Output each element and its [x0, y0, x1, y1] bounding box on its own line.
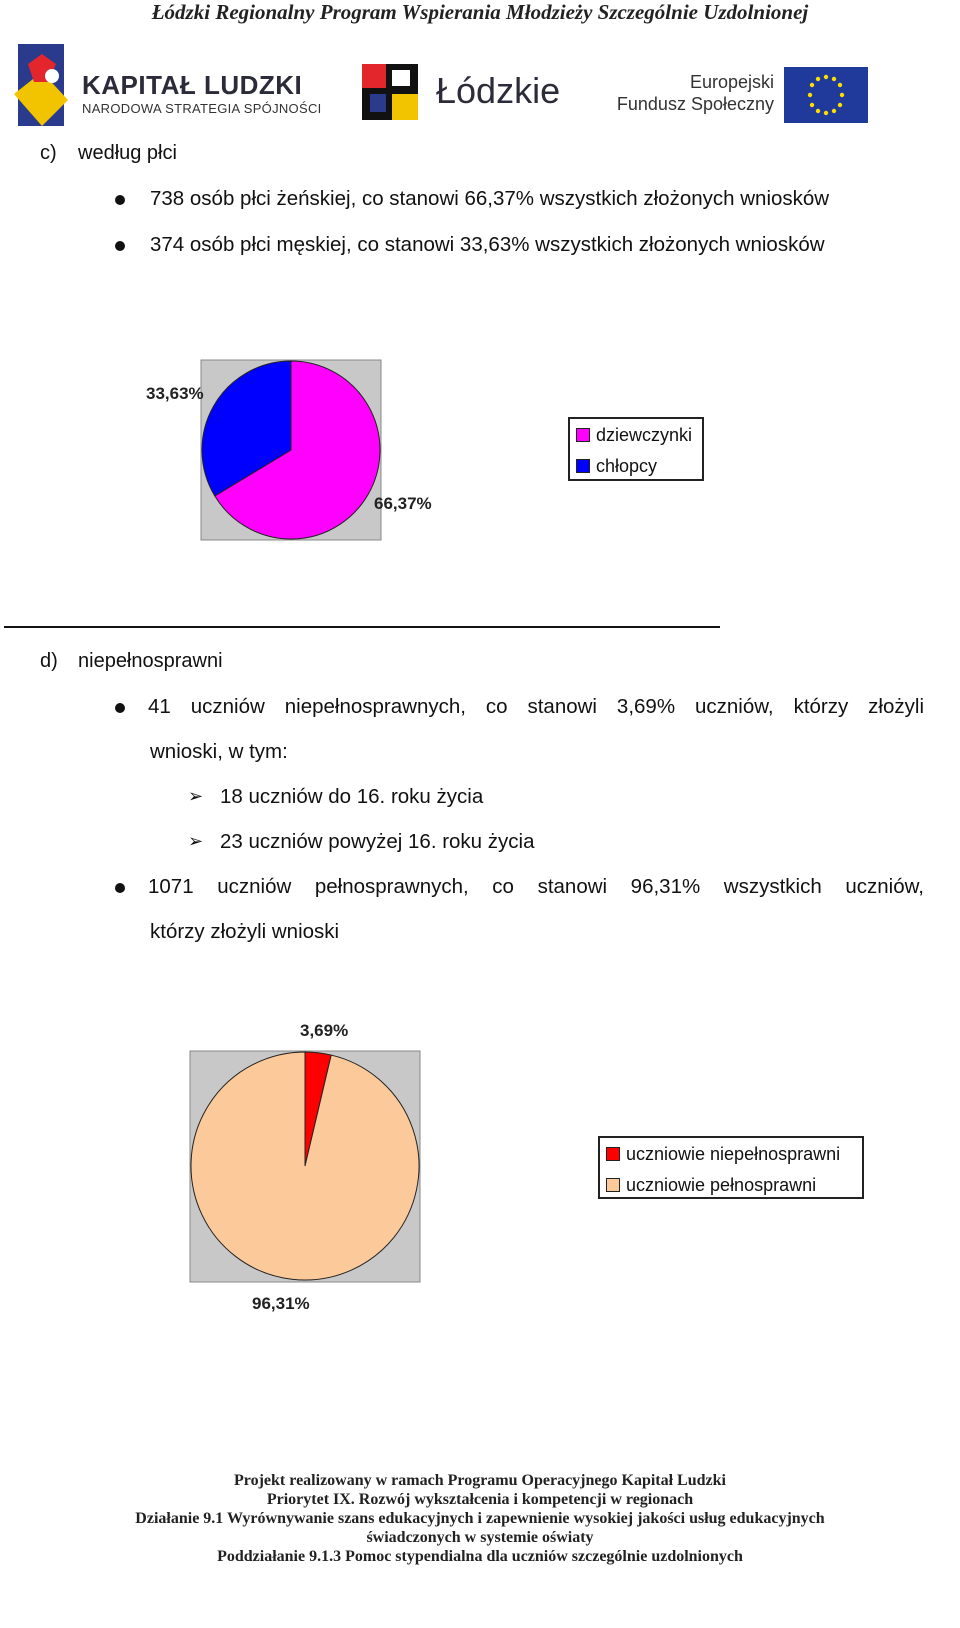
legend-label: dziewczynki	[596, 424, 693, 445]
disability-pie-chart	[180, 1040, 430, 1290]
legend-swatch	[576, 459, 590, 473]
section-d-sub-item-1: 18 uczniów do 16. roku życia	[220, 785, 484, 808]
arrow-bullet-icon: ➢	[188, 831, 204, 851]
kapital-ludzki-title: KAPITAŁ LUDZKI	[82, 70, 303, 100]
chart1-legend-item-boys	[576, 455, 657, 477]
section-d-heading	[40, 650, 223, 673]
gender-pie-chart	[190, 350, 460, 550]
footer-line-4: świadczonych w systemie oświaty	[366, 1529, 594, 1546]
section-d-bullet-2-line-2: którzy złożyli wnioski	[150, 920, 340, 943]
efs-text-line2: Fundusz Społeczny	[616, 94, 774, 114]
kapital-ludzki-logo-icon	[12, 42, 70, 130]
logo-bar	[0, 40, 960, 140]
pie-slice-uczniowie-pełnosprawni	[191, 1052, 419, 1280]
section-c-bullet-2: 374 osób płci męskiej, co stanowi 33,63% wszystkich złożonych wniosków	[150, 233, 825, 256]
eu-flag-icon	[784, 67, 868, 123]
chart1-legend-item-girls	[576, 424, 692, 446]
legend-swatch	[606, 1178, 620, 1192]
bullet-dot	[115, 883, 125, 893]
chart2-legend	[598, 1136, 864, 1199]
section-c-label: c)	[40, 142, 57, 164]
footer-line-3: Działanie 9.1 Wyrównywanie szans edukacyjnych i zapewnienie wysokiej jakości usług edukacyjnych	[135, 1510, 825, 1527]
section-c-bullet-1: 738 osób płci żeńskiej, co stanowi 66,37% wszystkich złożonych wniosków	[150, 187, 830, 210]
lodzkie-logo-icon	[362, 64, 418, 120]
bullet-dot	[115, 241, 125, 251]
section-d-bullet-1-line-1: 41 uczniów niepełnosprawnych, co stanowi 3,69% uczniów, którzy złożyli	[148, 695, 924, 718]
document-footer	[0, 1471, 960, 1566]
chart1-label-boys: 33,63%	[146, 384, 204, 403]
arrow-bullet-icon: ➢	[188, 786, 204, 806]
legend-swatch	[576, 428, 590, 442]
bullet-dot	[115, 703, 125, 713]
document-header-title: Łódzki Regionalny Program Wspierania Młodzieży Szczególnie Uzdolnionej	[151, 0, 809, 24]
legend-swatch	[606, 1147, 620, 1161]
bullet-dot	[115, 195, 125, 205]
section-d-bullet-1-line-2: wnioski, w tym:	[150, 740, 288, 763]
chart2-legend-item-disabled	[606, 1143, 840, 1165]
chart1-label-girls: 66,37%	[374, 494, 432, 513]
chart2-legend-item-nondisabled	[606, 1174, 816, 1196]
legend-label: chłopcy	[596, 455, 658, 476]
chart1-legend	[568, 417, 704, 481]
section-c-heading	[40, 142, 177, 165]
footer-line-5: Poddziałanie 9.1.3 Pomoc stypendialna dla uczniów szczególnie uzdolnionych	[217, 1548, 743, 1565]
section-c-title: według płci	[78, 142, 177, 164]
section-d-sub-item-2: 23 uczniów powyżej 16. roku życia	[220, 830, 535, 853]
section-d-bullet-2-line-1: 1071 uczniów pełnosprawnych, co stanowi 96,31% wszystkich uczniów,	[148, 875, 924, 898]
legend-label: uczniowie niepełnosprawni	[626, 1143, 841, 1164]
chart2-label-disabled: 3,69%	[300, 1021, 349, 1040]
legend-label: uczniowie pełnosprawni	[626, 1174, 817, 1195]
section-divider	[4, 626, 720, 628]
efs-text-line1: Europejski	[689, 72, 774, 92]
chart2-label-nondisabled: 96,31%	[252, 1294, 310, 1313]
footer-line-1: Projekt realizowany w ramach Programu Operacyjnego Kapitał Ludzki	[234, 1472, 726, 1489]
kapital-ludzki-subtitle: NARODOWA STRATEGIA SPÓJNOŚCI	[82, 101, 322, 116]
footer-line-2: Priorytet IX. Rozwój wykształcenia i kompetencji w regionach	[266, 1491, 694, 1508]
section-d-title: niepełnosprawni	[78, 650, 223, 672]
section-d-label: d)	[40, 650, 58, 672]
lodzkie-logo-text: Łódzkie	[436, 70, 561, 111]
